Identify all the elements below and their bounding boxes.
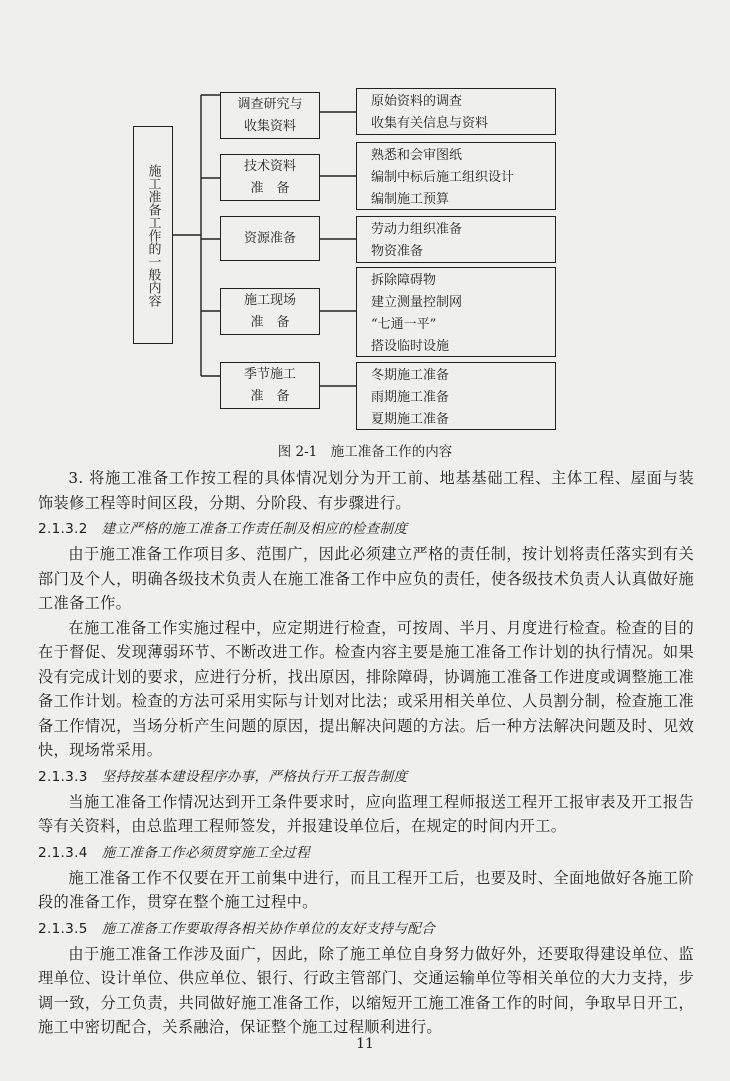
item-text: 熟悉和会审图纸 — [371, 148, 463, 163]
item-text: 拆除障碍物 — [371, 273, 437, 288]
section-title: 施工准备工作必须贯穿施工全过程 — [101, 844, 311, 861]
items-box-survey — [356, 88, 556, 135]
category-box-resources — [220, 216, 320, 261]
category-label-line: 准 备 — [250, 314, 290, 330]
category-label-line: 技术资料 — [243, 158, 296, 174]
items-box-technical — [356, 142, 556, 210]
item-text: 物资准备 — [371, 244, 424, 259]
section-title: 施工准备工作要取得各相关协作单位的友好支持与配合 — [101, 920, 436, 937]
category-label-line: 收集资料 — [243, 118, 296, 134]
paragraph: 当施工准备工作情况达到开工条件要求时，应向监理工程师报送工程开工报审表及开工报告等有关资料，由总监理工程师签发，并报建设单位后，在规定的时间内开工。 — [38, 792, 694, 835]
category-label-line: 季节施工 — [243, 366, 296, 382]
paragraph: 3. 将施工准备工作按工程的具体情况划分为开工前、地基基础工程、主体工程、屋面与装饰装修工程等时间区段，分期、分阶段、有步骤进行。 — [38, 469, 694, 512]
main-topic-label: 施工准备工作的一般内容 — [145, 163, 161, 307]
item-text: 收集有关信息与资料 — [371, 116, 489, 131]
section-heading — [38, 919, 694, 939]
item-text: 雨期施工准备 — [371, 390, 450, 405]
section-number: 2.1.3.2 — [38, 521, 88, 537]
paragraph: 在施工准备工作实施过程中，应定期进行检查，可按周、半月、月度进行检查。检查的目的在于督促、发现薄弱环节、不断改进工作。检查内容主要是施工准备工作计划的执行情况。如果没有完成计划的要求，应进行分析，找出原因，排除障碍，协调施工准备工作进度或调整施工准备工作计划。检查的方法可采用实际与计划对比法；或采用相关单位、人员割分制，检查施工准备工作情况，当场分析产生问题的原因，提出解决问题的方法。后一种方法解决问题及时、见效快，现场常采用。 — [38, 618, 694, 759]
page-number: 11 — [356, 1036, 374, 1052]
items-box-seasonal — [356, 362, 556, 430]
item-text: 建立测量控制网 — [371, 295, 463, 310]
section-number: 2.1.3.5 — [38, 920, 88, 937]
category-box-technical — [220, 154, 320, 201]
items-box-site — [356, 267, 556, 357]
category-label-line: 资源准备 — [243, 230, 296, 246]
category-label-line: 准 备 — [250, 388, 290, 404]
category-label-line: 施工现场 — [243, 292, 296, 308]
section-number: 2.1.3.3 — [38, 768, 88, 785]
item-text: 编制施工预算 — [371, 192, 450, 207]
category-box-seasonal — [220, 362, 320, 409]
section-heading — [38, 519, 694, 539]
item-text: 夏期施工准备 — [371, 412, 450, 427]
flowchart-figure — [0, 0, 730, 460]
section-number: 2.1.3.4 — [38, 844, 88, 861]
category-label-line: 准 备 — [250, 180, 290, 196]
items-box-resources — [356, 216, 556, 263]
section-title: 建立严格的施工准备工作责任制及相应的检查制度 — [101, 521, 408, 537]
item-text: 冬期施工准备 — [371, 368, 450, 383]
main-topic-box — [133, 126, 173, 344]
item-text: “七通一平” — [371, 317, 437, 332]
item-text: 搭设临时设施 — [371, 339, 450, 354]
body-text — [38, 466, 694, 1040]
item-text: 劳动力组织准备 — [371, 222, 463, 237]
item-text: 原始资料的调查 — [371, 94, 463, 109]
paragraph: 由于施工准备工作涉及面广，因此，除了施工单位自身努力做好外，还要取得建设单位、监理单位、设计单位、供应单位、银行、行政主管部门、交通运输单位等相关单位的大力支持，步调一致，分工负责，共同做好施工准备工作，以缩短开工施工准备工作的时间，争取早日开工，施工中密切配合，关系融洽，保证整个施工过程顺利进行。 — [38, 944, 694, 1036]
section-heading — [38, 843, 694, 863]
paragraph: 由于施工准备工作项目多、范围广，因此必须建立严格的责任制，按计划将责任落实到有关部门及个人，明确各级技术负责人在施工准备工作中应负的责任，使各级技术负责人认真做好施工准备工作。 — [38, 545, 694, 612]
section-title: 坚持按基本建设程序办事，严格执行开工报告制度 — [101, 768, 408, 785]
paragraph: 施工准备工作不仅要在开工前集中进行，而且工程开工后，也要及时、全面地做好各施工阶段的准备工作，贯穿在整个施工过程中。 — [38, 868, 694, 911]
category-box-site — [220, 288, 320, 335]
category-box-survey — [220, 92, 320, 139]
category-label-line: 调查研究与 — [237, 96, 303, 112]
item-text: 编制中标后施工组织设计 — [371, 170, 515, 185]
section-heading — [38, 767, 694, 787]
figure-caption: 图 2-1 施工准备工作的内容 — [277, 444, 453, 460]
